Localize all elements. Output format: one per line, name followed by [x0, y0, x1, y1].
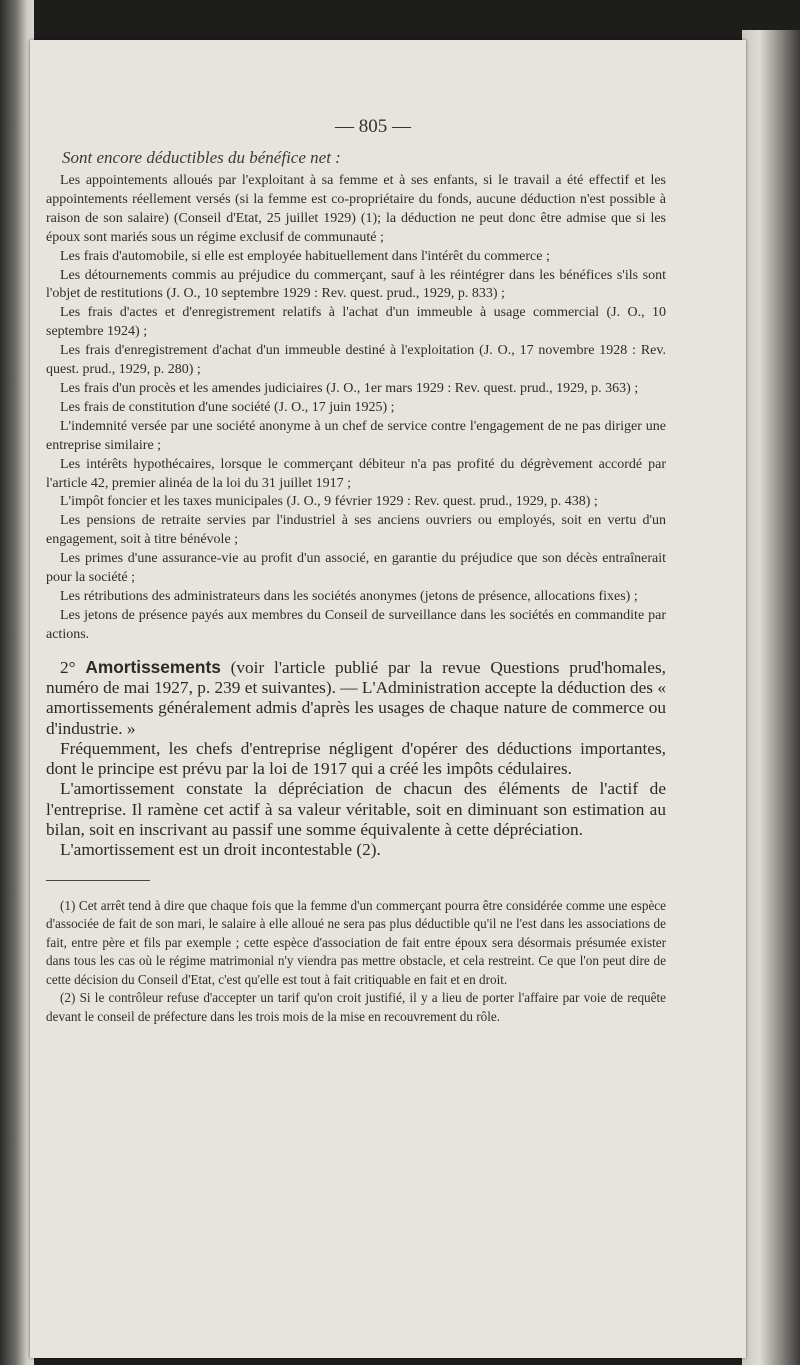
- book-edge: [742, 30, 800, 1365]
- previous-page-edge: [0, 0, 34, 1365]
- footnote: (2) Si le contrôleur refuse d'accepter un tarif qu'on croit justifié, il y a lieu de porter l'affaire par voie de requête devant le conseil de préfecture dans les trois mois de la mise en recouvrement du rôle.: [46, 990, 666, 1024]
- page-content: [46, 114, 666, 1026]
- section-number: 2°: [60, 657, 76, 677]
- book-page: [30, 40, 746, 1358]
- amortissements-paragraph: [46, 657, 666, 739]
- deduction-item: Les frais d'enregistrement d'achat d'un immeuble destiné à l'exploitation (J. O., 17 novembre 1928 : Rev. quest. prud., 1929, p. 280) ;: [46, 343, 666, 378]
- deduction-item: Les pensions de retraite servies par l'industriel à ses anciens ouvriers ou employés, soit en vertu d'un engagement, soit à titre bénévole ;: [46, 513, 666, 548]
- deduction-item: Les appointements alloués par l'exploitant à sa femme et à ses enfants, si le travail a été effectif et les appointements réellement versés (si la femme est co-propriétaire du fonds, aucune déduction n'est possible à raison de son salaire) (Conseil d'Etat, 25 juillet 1929) (1); la déduction ne peut donc être admise que si les époux sont mariés sous un régime exclusif de communauté ;: [46, 173, 666, 245]
- deduction-item: Les frais d'automobile, si elle est employée habituellement dans l'intérêt du commerce ;: [60, 248, 550, 264]
- section-heading: Amortissements: [85, 656, 221, 677]
- deduction-item: Les frais d'actes et d'enregistrement relatifs à l'achat d'un immeuble à usage commercial (J. O., 10 septembre 1924) ;: [46, 305, 666, 340]
- deduction-item: Les rétributions des administrateurs dans les sociétés anonymes (jetons de présence, allocations fixes) ;: [60, 588, 638, 604]
- deductions-list: [46, 172, 666, 645]
- page-number: — 805 —: [335, 116, 411, 137]
- amortissements-paragraph: Fréquemment, les chefs d'entreprise négligent d'opérer des déductions importantes, dont le principe est prévu par la loi de 1917 qui a créé les impôts cédulaires.: [46, 738, 666, 779]
- deduction-item: Les primes d'une assurance-vie au profit d'un associé, en garantie du préjudice que son décès entraînerait pour la société ;: [46, 551, 666, 586]
- footnotes: [46, 897, 666, 1027]
- deduction-item: L'indemnité versée par une société anonyme à un chef de service contre l'engagement de ne pas diriger une entreprise similaire ;: [46, 418, 666, 453]
- footnote: (1) Cet arrêt tend à dire que chaque fois que la femme d'un commerçant pourra être considérée comme une espèce d'associée de fait de son mari, le salaire à elle alloué ne sera pas plus déductible qu'il ne l'est dans les associations de fait, entre père et fils par exemple ; cette espèce d'association de fait entre époux sera désormais présumée exister dans tous les cas où le régime matrimonial n'y viendra pas mettre obstacle, et cela restreint. Ce que l'on peut dire de cette décision du Conseil d'Etat, c'est qu'elle est tout à fait critiquable en fait et en droit.: [46, 897, 666, 987]
- amortissements-paragraph: L'amortissement constate la dépréciation de chacun des éléments de l'actif de l'entreprise. Il ramène cet actif à sa valeur véritable, soit en diminuant son estimation au bilan, soit en inscrivant au passif une somme équivalente à cette dépréciation.: [46, 779, 666, 840]
- deduction-item: Les intérêts hypothécaires, lorsque le commerçant débiteur n'a pas profité du dégrèvement accordé par l'article 42, premier alinéa de la loi du 31 juillet 1917 ;: [46, 456, 666, 491]
- deduction-item: Les frais de constitution d'une société (J. O., 17 juin 1925) ;: [60, 399, 395, 415]
- footnote-divider: [46, 880, 150, 881]
- deduction-item: Les frais d'un procès et les amendes judiciaires (J. O., 1er mars 1929 : Rev. quest. prud., 1929, p. 363) ;: [60, 380, 639, 396]
- section-intro: Sont encore déductibles du bénéfice net :: [62, 148, 341, 167]
- amortissements-section: [46, 657, 666, 861]
- paragraph-text: (voir l'article publié par la revue Questions prud'homales, numéro de mai 1927, p. 239 et suivantes). — L'Administration accepte la déduction des « amortissements généralement admis d'après les usages de chaque nature de commerce ou d'industrie. »: [46, 657, 666, 738]
- deduction-item: L'impôt foncier et les taxes municipales (J. O., 9 février 1929 : Rev. quest. prud., 1929, p. 438) ;: [60, 494, 598, 510]
- amortissements-paragraph: L'amortissement est un droit incontestable (2).: [60, 840, 381, 860]
- deduction-item: Les jetons de présence payés aux membres du Conseil de surveillance dans les sociétés en commandite par actions.: [46, 607, 666, 642]
- deduction-item: Les détournements commis au préjudice du commerçant, sauf à les réintégrer dans les bénéfices s'ils sont l'objet de restitutions (J. O., 10 septembre 1929 : Rev. quest. prud., 1929, p. 833) ;: [46, 267, 666, 302]
